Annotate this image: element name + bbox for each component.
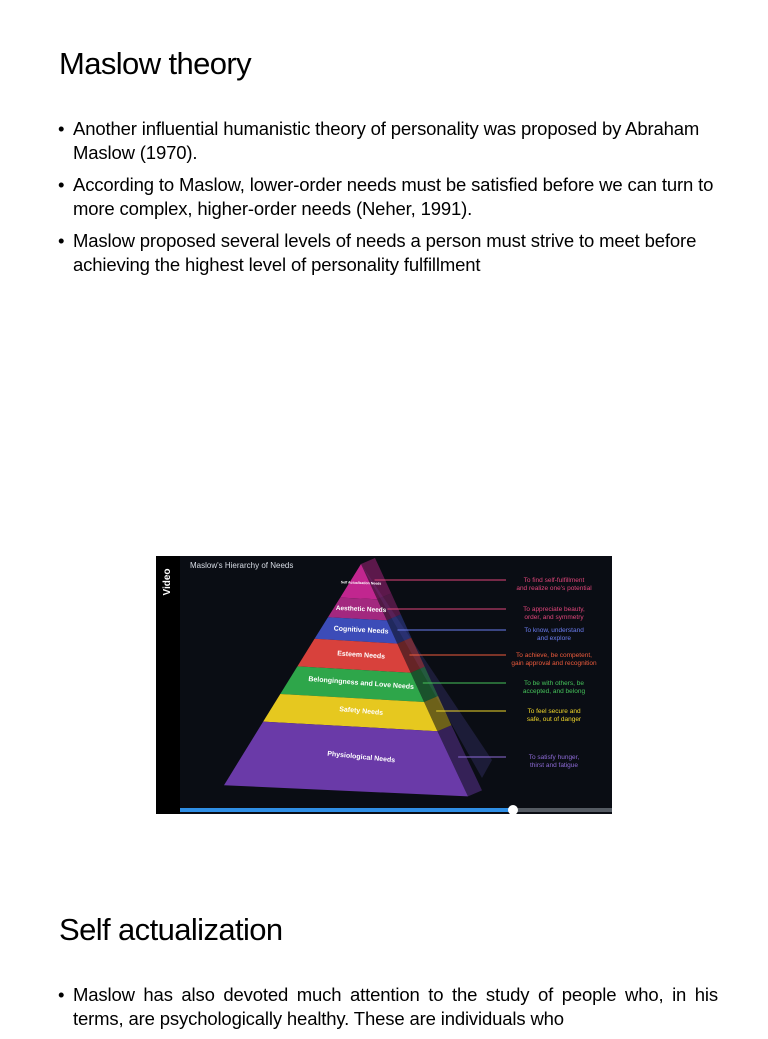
bullet-item: • Maslow proposed several levels of needs a person must strive to meet before achieving the highest level of personality fulfillment [58,229,718,277]
pyramid-level-description: To be with others, be [524,680,584,687]
maslow-pyramid-diagram [156,556,612,814]
pyramid-level-label: Safety Needs [338,706,384,717]
pyramid-level-label: Cognitive Needs [333,625,389,636]
bullet-item: • According to Maslow, lower-order needs must be satisfied before we can turn to more complex, higher-order needs (Neher, 1991). [58,173,718,221]
bullet-item: • Another influential humanistic theory of personality was proposed by Abraham Maslow (1970). [58,117,718,165]
video-player[interactable] [156,556,612,814]
bullet-list-maslow-theory [58,117,718,285]
pyramid-level-description: To satisfy hunger, [528,754,580,761]
video-side-label: Video [162,568,173,596]
bullet-item: • Maslow has also devoted much attention to the study of people who, in his terms, are psychologically healthy. These are individuals who [58,983,718,1031]
pyramid-level-description: safe, out of danger [526,716,582,723]
pyramid-level-description: accepted, and belong [522,688,586,695]
video-progress-knob[interactable] [508,805,518,814]
bullet-list-self-actualization [58,983,718,1039]
pyramid-level-description: To know, understand [524,627,584,634]
pyramid-level-description: thirst and fatigue [529,762,579,769]
video-progress-fill [180,808,513,812]
video-title: Maslow's Hierarchy of Needs [190,561,294,570]
pyramid-level-label: Self Actualization Needs [340,580,382,586]
slide-title-self-actualization: Self actualization [59,912,283,947]
pyramid-level-description: To feel secure and [527,708,581,715]
pyramid-level-label: Aesthetic Needs [335,604,387,615]
pyramid-level-description: and explore [537,635,571,642]
pyramid-level-description: and realize one's potential [516,585,592,592]
pyramid-level-description: gain approval and recognition [511,660,597,667]
video-progress-bar[interactable] [180,808,612,812]
pyramid-level-description: To appreciate beauty, [523,606,585,613]
pyramid-level-label: Belongingness and Love Needs [308,675,415,692]
pyramid-level-label: Esteem Needs [336,650,386,661]
pyramid-level-description: To find self-fulfillment [523,577,585,584]
pyramid-level-description: To achieve, be competent, [516,652,592,659]
pyramid-level-label: Physiological Needs [326,750,396,765]
pyramid-level-description: order, and symmetry [524,614,584,621]
slide-title-maslow-theory: Maslow theory [59,46,252,81]
